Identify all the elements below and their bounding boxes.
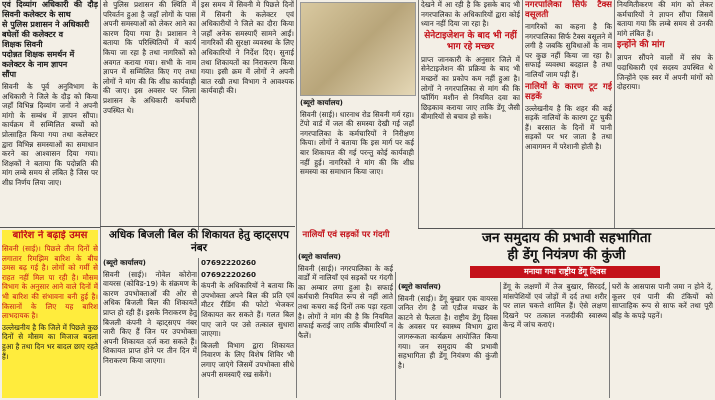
column-rule (418, 0, 419, 228)
story-body: देखने में आ रही है कि इसके बाद भी नगरपालिका के अधिकारियों द्वारा कोई ध्यान नहीं दिया जा रहा है। (421, 0, 520, 29)
column-rule (500, 282, 501, 398)
column-rule (198, 0, 199, 230)
column-7-story (617, 0, 713, 226)
story-body: बिजली विभाग द्वारा शिकायत निवारण के लिए विशेष शिविर भी लगाए जाएंगे जिसमें उपभोक्ता सीधे अपनी समस्याएँ रख सकेंगे। (201, 340, 294, 379)
story-body: उल्लेखनीय है कि शहर की कई सड़कें नालियों के कारण टूट चुकी हैं। बरसात के दिनों में पानी सड़कों पर भर जाता है तथा आवागमन में परेशानी होती है। (525, 103, 612, 151)
story-body: ज्ञापन सौंपने वालों में संघ के पदाधिकारी एवं सदस्य उपस्थित थे जिन्होंने एक स्वर में अपनी मांगों को दोहराया। (617, 53, 713, 92)
story-body: से पुलिस प्रशासन की स्थिति में परिवर्तन हुआ है जहाँ लोगों के पास अपनी समस्याओं को लेकर आने का कारण दिया गया है। प्रशासन ने बताया कि परिस्थितियों में कार्य किया जा रहा है तथा नागरिकों को अवगत कराया गया। सभी के नाम ज्ञापन में सम्मिलित किए गए तथा लोगों ने मांग की कि शीघ्र कार्यवाही की जाए। इस अवसर पर जिला प्रशासन के अधिकारी कर्मचारी उपस्थित थे। (103, 0, 196, 115)
drain-headline: नालियाँ एवं सड़कों पर गंदगी (302, 230, 390, 240)
column-rule (609, 282, 610, 398)
electric-story-col1 (103, 258, 197, 398)
column-rule (198, 258, 199, 398)
phone-number: 07692220260 (201, 258, 257, 267)
headline-line: कलेक्टर के नाम ज्ञापन (2, 60, 68, 69)
story-body: इस समय में सिवनी मे पिछले दिनों में सिवनी के कलेक्टर एवं अधिकारीयों ने जिले का दौरा किया जहाँ अनेक समस्याएँ सामने आईं। नागरिकों की सुरक्षा व्यवस्था के लिए अधिकारियों ने निर्देश दिए। सुनाई तथा शिकायतों का निराकरण किया गया। इसी क्रम में लोगों ने अपनी बात रखी तथा विभाग ने आवश्यक कार्यवाही की। (201, 0, 294, 96)
electric-headline: अधिक बिजली बिल की शिकायत हेतु व्हाट्सएप नंबर (109, 229, 289, 254)
story-body: सिवनी (साई)। धारनाथ रोड सिवनी गर्म रहा। टेंपो वार्ड में जल की समस्या देखी गई जहाँ नगरपालिका के कर्मचारियों ने निरीक्षण किया। लोगों ने बताया कि इस मार्ग पर कई बार शिकायत की गई परन्तु कोई कार्यवाही नहीं हुई। नागरिकों ने मांग की कि शीघ्र समस्या का समाधान किया जाए। (300, 109, 414, 177)
story-body: सिवनी के पूर्व अनुविभाग के अधिकारी ने जिले के दौड़ को किया जहाँ विभिन्न दिव्यांग जनों ने अपनी मांगो के सम्बंध में ज्ञापन सौंपा। कार्यक्रम में सम्मिलित बच्चों को प्रोत्साहित किया गया तथा कलेक्टर द्वारा विभिन्न समस्याओं का समाधान करने का आश्वासन दिया गया। शिक्षकों ने बताया कि पदोन्नति की मांग लम्बे समय से लंबित है जिस पर शीघ्र निर्णय लिया जाए। (2, 82, 98, 187)
box-headline: बारिश ने बढ़ाई उमस (12, 230, 88, 241)
dateline: (ब्यूरो कार्यालय) (103, 258, 146, 267)
section-rule (418, 228, 715, 229)
story-body: सिवनी (साई)। नोवेल कोरोना वायरस (कोविड-19) के संक्रमण के कारण उपभोक्ताओं की ओर से अधिक बिजली बिल की शिकायतें प्राप्त हो रही हैं। इसके निराकरण हेतु बिजली कंपनी ने व्हाट्सएप नंबर जारी किए हैं जिन पर उपभोक्ता अपनी शिकायत दर्ज करा सकते हैं। शिकायत प्राप्त होने पर तीन दिन में निराकरण किया जाएगा। (103, 269, 197, 365)
column-rule (395, 272, 396, 400)
column-rule (296, 228, 297, 398)
headline-line: बघेलों की कलेक्टर व (2, 30, 64, 39)
section-rule (0, 227, 100, 228)
news-photo (300, 2, 416, 96)
story-body: घरों के आसपास पानी जमा न होने दें, कूलर एवं पानी की टंकियों को साप्ताहिक रूप से साफ करें तथा पूरी बाँह के कपड़े पहनें। (612, 282, 713, 320)
rain-story-box (2, 230, 98, 398)
story-body: डेंगू के लक्षणों में तेज बुखार, सिरदर्द, मांसपेशियों एवं जोड़ों में दर्द तथा शरीर पर लाल चकत्ते शामिल हैं। ऐसे लक्षण दिखने पर तत्काल नजदीकी स्वास्थ्य केन्द्र में जांच कराएं। (503, 282, 607, 330)
story-body: नागरिकों का कहना है कि नगरपालिका सिर्फ टैक्स वसूलने में लगी है जबकि सुविधाओं के नाम पर कुछ नहीं किया जा रहा है। सफाई व्यवस्था बदहाल है तथा नालियाँ जाम पड़ी हैं। (525, 22, 612, 79)
column-6-story (525, 0, 612, 226)
story-body: नियमितीकरण की मांग को लेकर कर्मचारियों ने ज्ञापन सौंपा जिसमें बताया गया कि लम्बे समय से उनकी मांगे लंबित हैं। (617, 0, 713, 38)
column-rule (296, 0, 297, 230)
story-body: सिवनी (साई)। डेंगू बुखार एक वायरस जनित रोग है जो एडीज मच्छर के काटने से फैलता है। राष्ट्रीय डेंगू दिवस के अवसर पर स्वास्थ्य विभाग द्वारा जागरूकता कार्यक्रम आयोजित किया गया। जन समुदाय की प्रभावी सहभागिता ही डेंगू नियंत्रण की कुंजी है। (398, 293, 498, 370)
headline-line: जन समुदाय की प्रभावी सहभागिता (481, 230, 652, 246)
column-5-story (421, 0, 520, 226)
story-body: कंपनी के अधिकारियों ने बताया कि उपभोक्ता अपने बिल की प्रति एवं मीटर रीडिंग की फोटो भेजकर शिकायत कर सकते हैं। गलत बिल पाए जाने पर उसे तत्काल सुधारा जाएगा। (201, 281, 294, 339)
photo-story (300, 98, 414, 226)
dengue-story-col1 (398, 282, 498, 398)
column-2-story (103, 0, 196, 224)
drain-story (298, 252, 393, 398)
column-3-story (201, 0, 294, 224)
column-rule (522, 0, 523, 228)
story-body: सिवनी (साई)। नगरपालिका के कई वार्डों में नालियाँ एवं सड़कों पर गंदगी का अम्बार लगा हुआ है। सफाई कर्मचारी नियमित रूप से नहीं आते तथा कचरा कई दिनों तक पड़ा रहता है। लोगों ने मांग की है कि नियमित सफाई कराई जाए ताकि बीमारियाँ न फैलें। (298, 263, 393, 340)
story-headline (2, 0, 98, 80)
dateline: (ब्यूरो कार्यालय) (300, 98, 343, 107)
column-rule (614, 0, 615, 228)
electric-story-col2 (201, 258, 294, 398)
headline-line: एवं दिव्यांग अधिकारी की दौड़ सिवनी कलेक्टर के साथ (2, 0, 98, 19)
headline-line: ही डेंगू नियंत्रण की कुंजी (507, 247, 626, 263)
left-top-story (2, 0, 98, 225)
story-body: उल्लेखनीय है कि जिले में पिछले कुछ दिनों से मौसम का मिजाज बदला हुआ है तथा दिन भर बादल छाए रहते हैं। (2, 322, 98, 361)
column-rule (100, 0, 101, 396)
dateline: (ब्यूरो कार्यालय) (298, 252, 341, 261)
headline-line: पदोन्नत शिक्षक समर्थन में (2, 50, 75, 59)
subheading: नगरपालिका सिर्फ टैक्स वसूलती (525, 0, 612, 20)
subheading: इन्होंने की मांग (617, 40, 665, 51)
section-rule (100, 226, 295, 227)
subheading: नालियों के कारण टूट गई सड़कें (525, 81, 612, 102)
story-body: प्राप्त जानकारी के अनुसार जिले में सेनेटाइजेशन की प्रक्रिया के बाद भी मच्छरों का प्रकोप कम नहीं हुआ है। लोगों ने नगरपालिका से मांग की कि फॉगिंग मशीन से नियमित दवा का छिड़काव कराया जाए ताकि डेंगू जैसी बीमारियों से बचाव हो सके। (421, 54, 520, 122)
phone-number: 07692220260 (201, 269, 257, 279)
dengue-day-band: मनाया गया राष्ट्रीय डेंगू दिवस (470, 266, 660, 278)
dengue-headline (420, 230, 713, 264)
dengue-story-col2 (503, 282, 607, 398)
headline-line: से पुलिस प्रशासन ने अधिकारी (2, 20, 90, 29)
dengue-story-col3 (612, 282, 713, 398)
story-body: सिवनी (साई)। पिछले तीन दिनों से लगातार रिमझिम बारिश के बीच उमस बढ़ गई है। लोगों को गर्मी से राहत नहीं मिल पा रही है। मौसम विभाग के अनुसार आने वाले दिनों में भी बारिश की संभावना बनी हुई है। किसानों के लिए यह बारिश लाभदायक है। (2, 244, 98, 321)
subheading: सेनेटाइजेशन के बाद भी नहीं भाग रहे मच्छर (424, 30, 517, 52)
headline-line: सौंपा (2, 70, 17, 79)
headline-line: शिक्षक सिवनी (2, 40, 43, 49)
dateline: (ब्यूरो कार्यालय) (398, 282, 441, 291)
